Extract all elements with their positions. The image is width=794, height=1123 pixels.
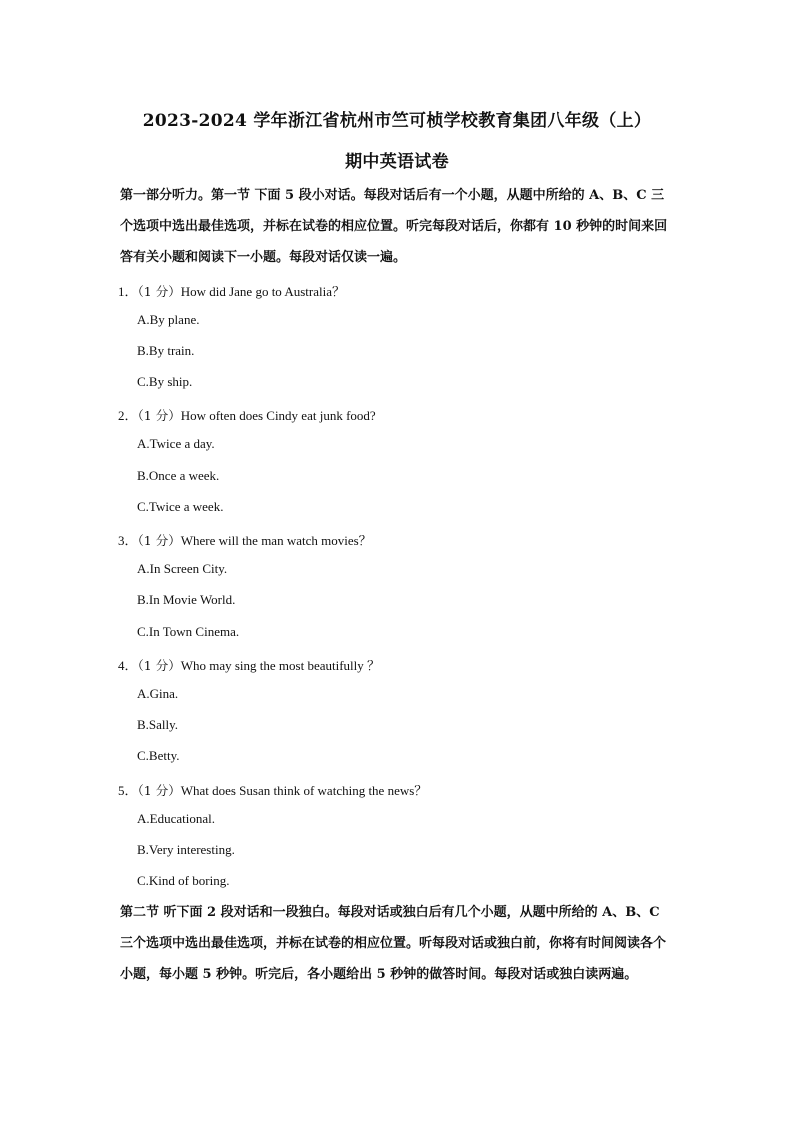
option-1a: A.By plane. bbox=[137, 312, 200, 327]
question-number: 2． bbox=[118, 408, 138, 423]
question-3 bbox=[118, 530, 372, 549]
option-4a: A.Gina. bbox=[137, 686, 179, 701]
question-text: Where will the man watch movies？ bbox=[180, 533, 372, 548]
question-score: （1 分） bbox=[137, 284, 181, 299]
exam-title-line1: 2023-2024 学年浙江省杭州市竺可桢学校教育集团八年级（上） bbox=[142, 111, 652, 131]
question-5 bbox=[118, 780, 427, 799]
option-5c: C.Kind of boring. bbox=[137, 873, 230, 888]
option-3b: B.In Movie World. bbox=[137, 592, 236, 607]
question-number: 3． bbox=[118, 533, 138, 548]
option-4c: C.Betty. bbox=[137, 748, 180, 763]
question-text: Who may sing the most beautifully ？ bbox=[180, 658, 381, 673]
question-score: （1 分） bbox=[137, 783, 181, 798]
option-2a: A.Twice a day. bbox=[137, 436, 215, 451]
option-4b: B.Sally. bbox=[137, 717, 179, 732]
section1-instructions: 第一部分听力。第一节 下面 5 段小对话。每段对话后有一个小题，从题中所给的 A、B、C 三个选项中选出最佳选项，并标在试卷的相应位置。听完每段对话后，你都有 10 秒钟的时间来回答有关小题和阅读下一小题。每段对话仅读一遍。 bbox=[120, 188, 668, 265]
option-3a: A.In Screen City. bbox=[137, 561, 228, 576]
option-2b: B.Once a week. bbox=[137, 468, 220, 483]
question-1 bbox=[118, 281, 345, 300]
option-3c: C.In Town Cinema. bbox=[137, 624, 240, 639]
question-text: How did Jane go to Australia？ bbox=[180, 284, 345, 299]
question-text: How often does Cindy eat junk food? bbox=[180, 408, 376, 423]
question-score: （1 分） bbox=[137, 658, 181, 673]
question-2 bbox=[118, 405, 376, 424]
option-1b: B.By train. bbox=[137, 343, 195, 358]
question-number: 5． bbox=[118, 783, 138, 798]
question-text: What does Susan think of watching the news？ bbox=[180, 783, 428, 798]
option-2c: C.Twice a week. bbox=[137, 499, 224, 514]
question-number: 1． bbox=[118, 284, 138, 299]
option-5b: B.Very interesting. bbox=[137, 842, 235, 857]
question-score: （1 分） bbox=[137, 533, 181, 548]
question-score: （1 分） bbox=[137, 408, 181, 423]
section2-instructions: 第二节 听下面 2 段对话和一段独白。每段对话或独白后有几个小题，从题中所给的 A、B、C 三个选项中选出最佳选项，并标在试卷的相应位置。听每段对话或独白前，你将有时间阅读各个小题，每小题 5 秒钟。听完后，各小题给出 5 秒钟的做答时间。每段对话或独白读两遍。 bbox=[120, 905, 667, 982]
option-1c: C.By ship. bbox=[137, 374, 193, 389]
question-number: 4． bbox=[118, 658, 138, 673]
question-4 bbox=[118, 655, 380, 674]
option-5a: A.Educational. bbox=[137, 811, 215, 826]
exam-title-line2: 期中英语试卷 bbox=[345, 152, 449, 172]
